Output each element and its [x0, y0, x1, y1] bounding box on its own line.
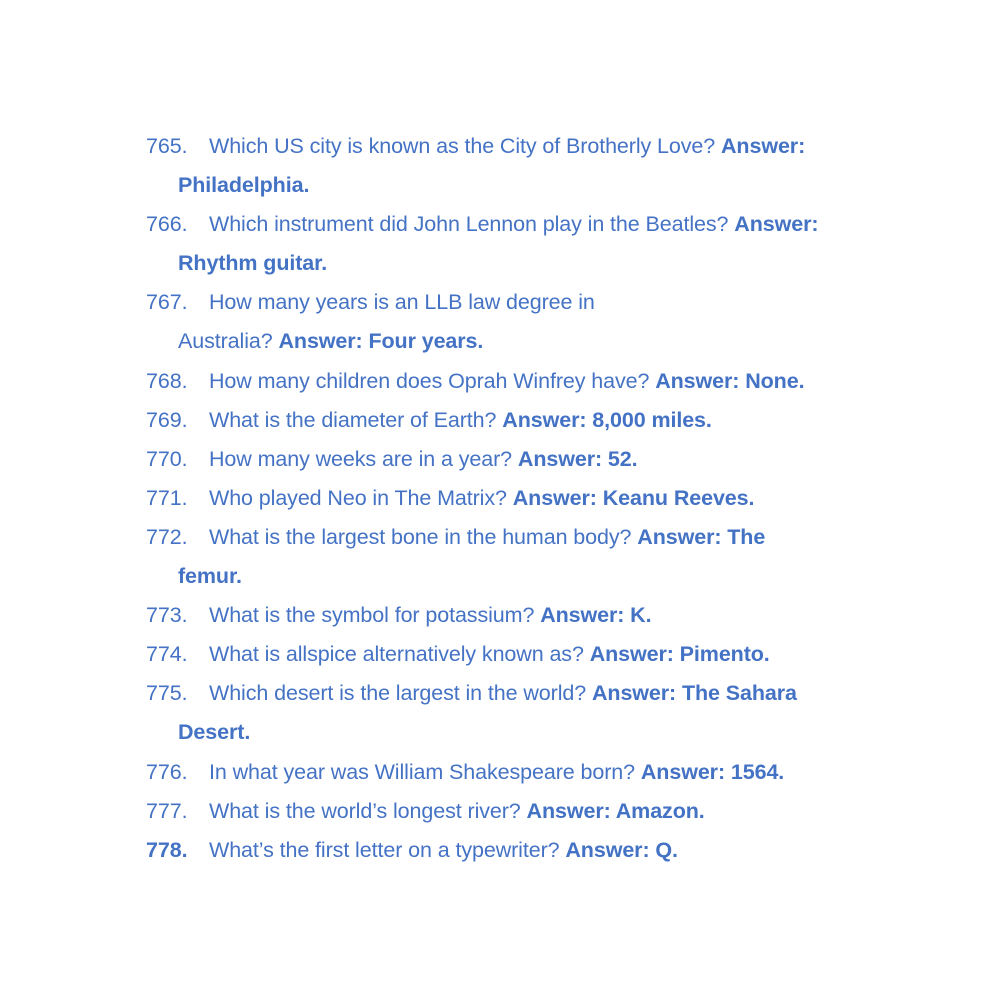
question-continuation [178, 322, 906, 361]
question-number: 772. [146, 524, 188, 549]
question-number: 770. [146, 446, 188, 471]
answer-text: Answer: [734, 212, 819, 237]
trivia-question-list [146, 127, 906, 870]
question-number: 767. [146, 290, 188, 315]
answer-text: Desert. [178, 720, 251, 745]
question-item-770 [146, 440, 906, 479]
question-item-766 [146, 205, 906, 283]
question-number: 774. [146, 642, 188, 667]
question-number: 771. [146, 485, 188, 510]
question-item-772 [146, 518, 906, 596]
question-line [178, 479, 906, 518]
answer-text: femur. [178, 564, 242, 589]
question-text: What is the diameter of Earth? [209, 407, 497, 432]
question-continuation [178, 244, 906, 283]
answer-text: Philadelphia. [178, 173, 310, 198]
question-number: 778. [146, 837, 188, 862]
question-line [178, 831, 906, 870]
question-text: What is the world’s longest river? [209, 798, 521, 823]
question-text: What is the symbol for potassium? [209, 603, 535, 628]
question-line [178, 205, 906, 244]
question-continuation [178, 166, 906, 205]
question-item-775 [146, 674, 906, 752]
question-text: In what year was William Shakespeare born? [209, 759, 635, 784]
answer-text: Answer: None. [655, 368, 805, 393]
question-number: 773. [146, 603, 188, 628]
question-line [178, 635, 906, 674]
question-item-774 [146, 635, 906, 674]
answer-text: Answer: Keanu Reeves. [512, 485, 755, 510]
question-item-773 [146, 596, 906, 635]
question-text: What is allspice alternatively known as? [209, 642, 584, 667]
question-continuation [178, 713, 906, 752]
question-item-769 [146, 401, 906, 440]
question-text: How many children does Oprah Winfrey have? [209, 368, 650, 393]
question-line [178, 362, 906, 401]
question-number: 766. [146, 212, 188, 237]
question-line [178, 674, 906, 713]
answer-text: Answer: 52. [517, 446, 638, 471]
question-text: How many weeks are in a year? [209, 446, 513, 471]
question-line [178, 596, 906, 635]
question-line [178, 753, 906, 792]
question-item-767 [146, 283, 906, 361]
question-text: Who played Neo in The Matrix? [209, 485, 507, 510]
question-text: What’s the first letter on a typewriter? [209, 837, 560, 862]
question-text: Australia? [178, 329, 273, 354]
question-line [178, 283, 906, 322]
question-number: 768. [146, 368, 188, 393]
answer-text: Answer: Pimento. [589, 642, 770, 667]
answer-text: Answer: Amazon. [526, 798, 705, 823]
answer-text: Answer: The [637, 524, 766, 549]
answer-text: Answer: K. [540, 603, 652, 628]
question-item-778 [146, 831, 906, 870]
answer-text: Answer: The Sahara [591, 681, 797, 706]
question-item-771 [146, 479, 906, 518]
answer-text: Answer: [721, 134, 806, 158]
question-item-777 [146, 792, 906, 831]
question-text: Which instrument did John Lennon play in the Beatles? [209, 212, 729, 237]
question-text: Which US city is known as the City of Brotherly Love? [209, 134, 716, 158]
question-line [178, 792, 906, 831]
answer-text: Answer: 1564. [640, 759, 785, 784]
question-number: 775. [146, 681, 188, 706]
question-line [178, 127, 906, 166]
question-continuation [178, 557, 906, 596]
question-text: What is the largest bone in the human body? [209, 524, 632, 549]
question-number: 765. [146, 134, 188, 158]
question-line [178, 401, 906, 440]
question-item-765 [146, 127, 906, 205]
answer-text: Answer: Four years. [278, 329, 484, 354]
question-line [178, 440, 906, 479]
question-text: Which desert is the largest in the world? [209, 681, 587, 706]
question-number: 777. [146, 798, 188, 823]
answer-text: Answer: 8,000 miles. [502, 407, 712, 432]
answer-text: Answer: Q. [565, 837, 678, 862]
question-item-776 [146, 753, 906, 792]
question-number: 776. [146, 759, 188, 784]
question-text: How many years is an LLB law degree in [209, 290, 595, 315]
question-line [178, 518, 906, 557]
question-item-768 [146, 362, 906, 401]
question-number: 769. [146, 407, 188, 432]
answer-text: Rhythm guitar. [178, 251, 328, 276]
